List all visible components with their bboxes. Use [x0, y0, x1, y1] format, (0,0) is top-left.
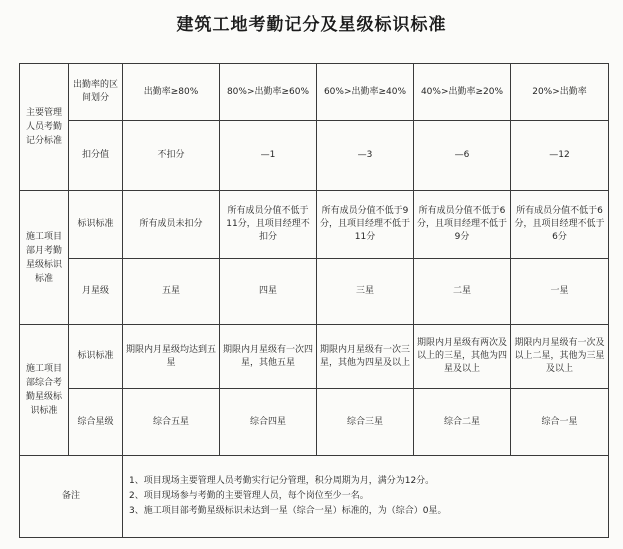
section-label: 主要管理人员考勤记分标准 — [20, 64, 69, 191]
note-line: 1、项目现场主要管理人员考勤实行记分管理，积分周期为月，满分为12分。 — [129, 476, 435, 486]
table-row — [20, 64, 609, 121]
row-label: 综合星级 — [69, 389, 123, 456]
table-cell: 60%>出勤率≥40% — [317, 64, 414, 121]
table-cell: 综合四星 — [220, 389, 317, 456]
table-cell: 四星 — [220, 259, 317, 325]
table-cell: 一星 — [511, 259, 609, 325]
section-label: 施工项目部月考勤星级标识标准 — [20, 191, 69, 325]
table-cell: 五星 — [123, 259, 220, 325]
notes-content — [123, 456, 609, 538]
row-label: 标识标准 — [69, 325, 123, 389]
table-cell: 综合二星 — [414, 389, 511, 456]
table-cell: 三星 — [317, 259, 414, 325]
table-cell: 综合五星 — [123, 389, 220, 456]
table-row — [20, 389, 609, 456]
section-label: 施工项目部综合考勤星级标识标准 — [20, 325, 69, 456]
table-cell: 所有成员分值不低于9分，且项目经理不低于11分 — [317, 191, 414, 259]
document-title: 建筑工地考勤记分及星级标识标准 — [176, 15, 447, 35]
row-label: 出勤率的区间划分 — [69, 64, 123, 121]
row-label: 扣分值 — [69, 121, 123, 191]
table-cell: —6 — [414, 121, 511, 191]
table-cell: 综合一星 — [511, 389, 609, 456]
table-cell: 不扣分 — [123, 121, 220, 191]
table-row — [20, 191, 609, 259]
table-row — [20, 259, 609, 325]
table-cell: 所有成员未扣分 — [123, 191, 220, 259]
notes-label: 备注 — [20, 456, 123, 538]
table-cell: —1 — [220, 121, 317, 191]
table-row — [20, 121, 609, 191]
table-cell: 出勤率≥80% — [123, 64, 220, 121]
table-cell: 所有成员分值不低于6分，且项目经理不低于9分 — [414, 191, 511, 259]
row-label: 月星级 — [69, 259, 123, 325]
note-line: 3、施工项目部考勤星级标识未达到一星（综合一星）标准的，为（综合）0星。 — [129, 506, 447, 516]
table-cell: 所有成员分值不低于6分，且项目经理不低于6分 — [511, 191, 609, 259]
table-cell: 40%>出勤率≥20% — [414, 64, 511, 121]
table-cell: 二星 — [414, 259, 511, 325]
table-cell: 期限内月星级有一次四星，其他五星 — [220, 325, 317, 389]
note-line: 2、项目现场参与考勤的主要管理人员，每个岗位至少一名。 — [129, 491, 369, 501]
row-label: 标识标准 — [69, 191, 123, 259]
table-cell: 期限内月星级有两次及以上的三星，其他为四星及以上 — [414, 325, 511, 389]
notes-row — [20, 456, 609, 538]
table-cell: 期限内月星级有一次三星，其他为四星及以上 — [317, 325, 414, 389]
table-cell: —12 — [511, 121, 609, 191]
table-cell: —3 — [317, 121, 414, 191]
table-cell: 综合三星 — [317, 389, 414, 456]
table-cell: 期限内月星级有一次及以上二星，其他为三星及以上 — [511, 325, 609, 389]
table-cell: 80%>出勤率≥60% — [220, 64, 317, 121]
table-row — [20, 325, 609, 389]
attendance-standard-table — [19, 63, 609, 538]
table-cell: 20%>出勤率 — [511, 64, 609, 121]
table-cell: 所有成员分值不低于11分，且项目经理不扣分 — [220, 191, 317, 259]
table-cell: 期限内月星级均达到五星 — [123, 325, 220, 389]
